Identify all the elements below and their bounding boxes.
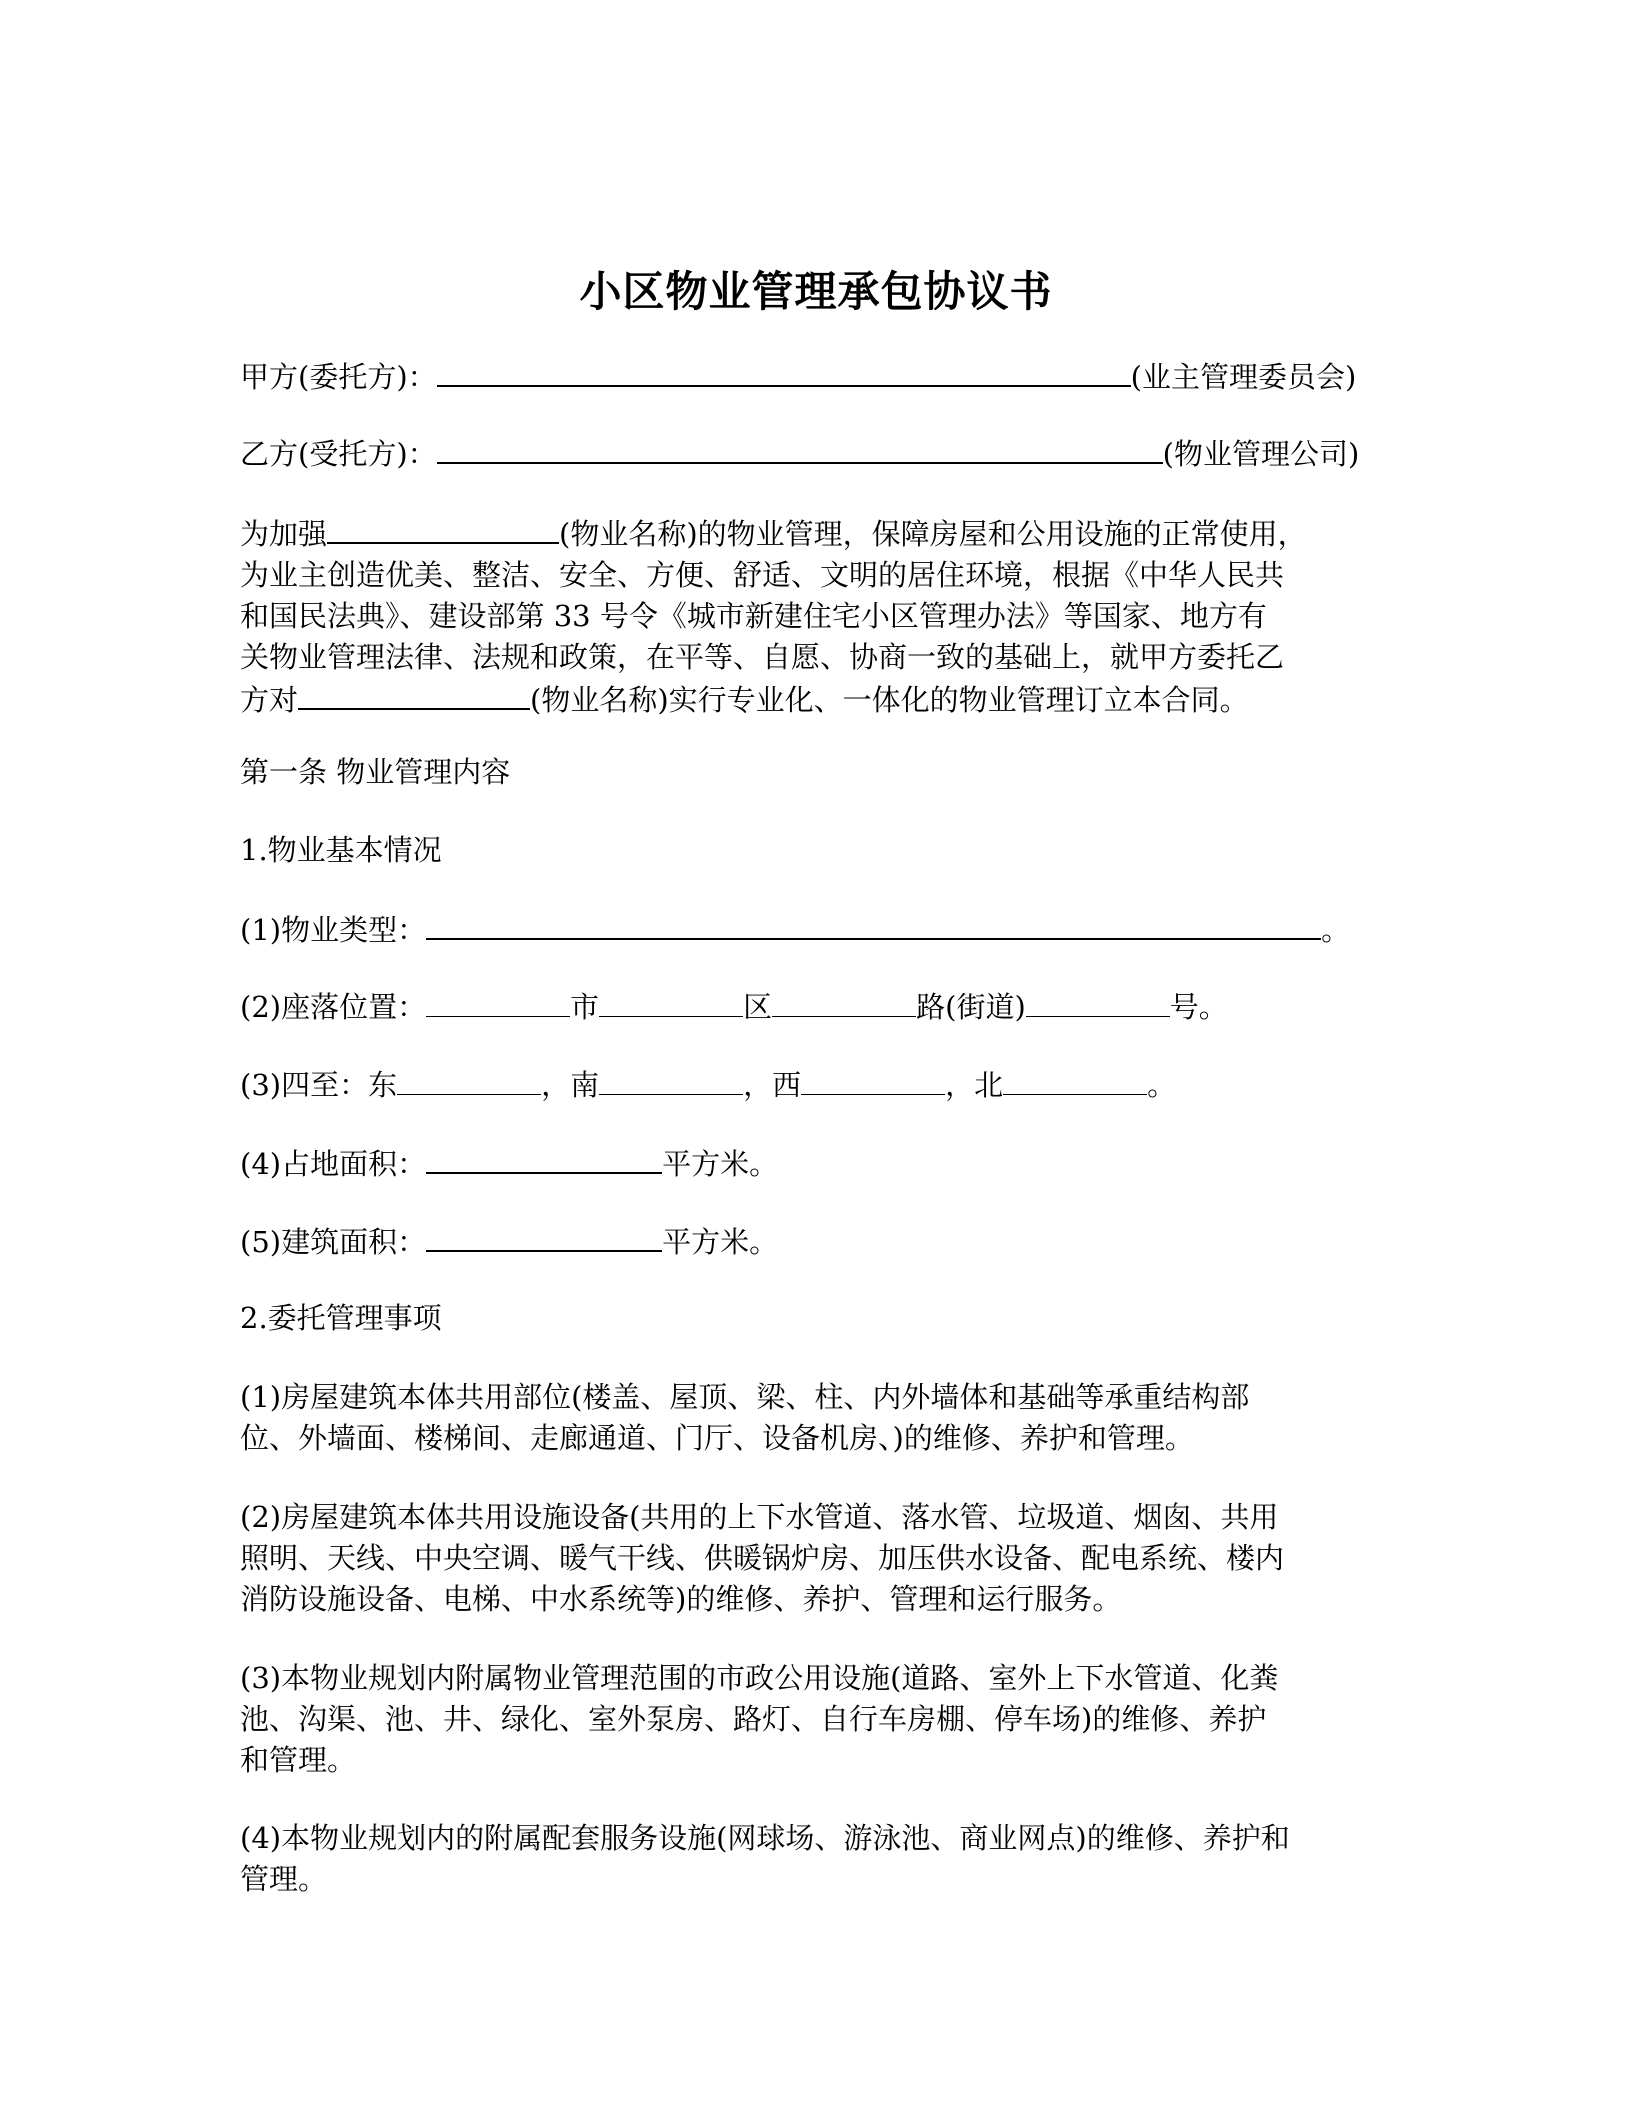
item-row: 和管理。: [240, 1743, 357, 1777]
intro-text: (物业名称)实行专业化、一体化的物业管理订立本合同。: [530, 683, 1249, 717]
item-row: 池、沟渠、池、井、绿化、室外泵房、路灯、自行车房棚、停车场)的维修、养护: [240, 1702, 1267, 1736]
party-b-blank[interactable]: [437, 432, 1163, 464]
property-name-blank-2[interactable]: [298, 678, 530, 710]
item-4-paragraph: [240, 1818, 1400, 1900]
section-2-heading: 2.委托管理事项: [240, 1301, 442, 1335]
party-a-line: [240, 355, 1356, 397]
north-blank[interactable]: [1003, 1064, 1147, 1095]
road-blank[interactable]: [772, 986, 916, 1017]
land-area-blank[interactable]: [426, 1142, 662, 1174]
number-blank[interactable]: [1026, 986, 1170, 1017]
intro-row: 关物业管理法律、法规和政策，在平等、自愿、协商一致的基础上，就甲方委托乙: [240, 640, 1285, 674]
intro-paragraph: [240, 512, 1400, 721]
party-b-line: [240, 432, 1359, 474]
west-label: ，西: [743, 1068, 802, 1102]
section-1-heading: 1.物业基本情况: [240, 833, 442, 867]
building-area-label: (5)建筑面积：: [240, 1225, 427, 1259]
building-area-blank[interactable]: [426, 1220, 662, 1252]
intro-row: [240, 678, 1400, 721]
city-label: 市: [570, 990, 600, 1024]
location-label: (2)座落位置：: [240, 990, 427, 1024]
property-type-line: [240, 908, 1350, 950]
south-blank[interactable]: [599, 1064, 743, 1095]
building-area-line: [240, 1220, 778, 1262]
document-title: 小区物业管理承包协议书: [579, 267, 1053, 316]
party-b-suffix: (物业管理公司): [1162, 437, 1360, 471]
boundaries-line: [240, 1064, 1176, 1105]
item-row: 消防设施设备、电梯、中水系统等)的维修、养护、管理和运行服务。: [240, 1582, 1122, 1616]
land-area-label: (4)占地面积：: [240, 1147, 427, 1181]
intro-row: 和国民法典》、建设部第 33 号令《城市新建住宅小区管理办法》等国家、地方有: [240, 599, 1267, 633]
item-row: (1)房屋建筑本体共用部位(楼盖、屋顶、梁、柱、内外墙体和基础等承重结构部: [240, 1380, 1250, 1414]
boundaries-label: (3)四至：东: [240, 1068, 398, 1102]
party-a-suffix: (业主管理委员会): [1130, 360, 1357, 394]
party-a-label: 甲方(委托方)：: [240, 360, 437, 394]
intro-text: 为加强: [240, 517, 328, 551]
party-a-blank[interactable]: [437, 355, 1131, 387]
building-area-unit: 平方米。: [662, 1225, 779, 1259]
item-row: (3)本物业规划内附属物业管理范围的市政公用设施(道路、室外上下水管道、化粪: [240, 1661, 1279, 1695]
east-blank[interactable]: [397, 1064, 541, 1095]
city-blank[interactable]: [426, 986, 570, 1017]
north-label: ，北: [945, 1068, 1004, 1102]
south-label: ，南: [541, 1068, 600, 1102]
district-blank[interactable]: [599, 986, 743, 1017]
intro-row: 为业主创造优美、整洁、安全、方便、舒适、文明的居住环境，根据《中华人民共: [240, 558, 1285, 592]
item-row: 管理。: [240, 1862, 328, 1896]
property-name-blank[interactable]: [327, 512, 559, 544]
land-area-unit: 平方米。: [662, 1147, 779, 1181]
property-type-blank[interactable]: [426, 908, 1321, 940]
item-row: (4)本物业规划内的附属配套服务设施(网球场、游泳池、商业网点)的维修、养护和: [240, 1821, 1290, 1855]
item-3-paragraph: [240, 1658, 1400, 1781]
district-label: 区: [743, 990, 773, 1024]
boundaries-end: 。: [1147, 1068, 1177, 1102]
item-1-paragraph: [240, 1377, 1400, 1459]
property-type-label: (1)物业类型：: [240, 913, 427, 947]
intro-text: (物业名称)的物业管理，保障房屋和公用设施的正常使用，: [559, 517, 1307, 551]
item-row: 照明、天线、中央空调、暖气干线、供暖锅炉房、加压供水设备、配电系统、楼内: [240, 1541, 1285, 1575]
location-line: [240, 986, 1228, 1027]
item-row: (2)房屋建筑本体共用设施设备(共用的上下水管道、落水管、垃圾道、烟囱、共用: [240, 1500, 1279, 1534]
intro-row: [240, 512, 1400, 555]
road-label: 路(街道): [916, 990, 1026, 1024]
article-1-heading: 第一条 物业管理内容: [240, 755, 511, 789]
land-area-line: [240, 1142, 778, 1184]
property-type-end: 。: [1321, 913, 1351, 947]
item-row: 位、外墙面、楼梯间、走廊通道、门厅、设备机房、)的维修、养护和管理。: [240, 1421, 1194, 1455]
number-label: 号。: [1169, 990, 1228, 1024]
intro-text: 方对: [240, 683, 299, 717]
west-blank[interactable]: [801, 1064, 945, 1095]
item-2-paragraph: [240, 1497, 1400, 1620]
party-b-label: 乙方(受托方)：: [240, 437, 437, 471]
